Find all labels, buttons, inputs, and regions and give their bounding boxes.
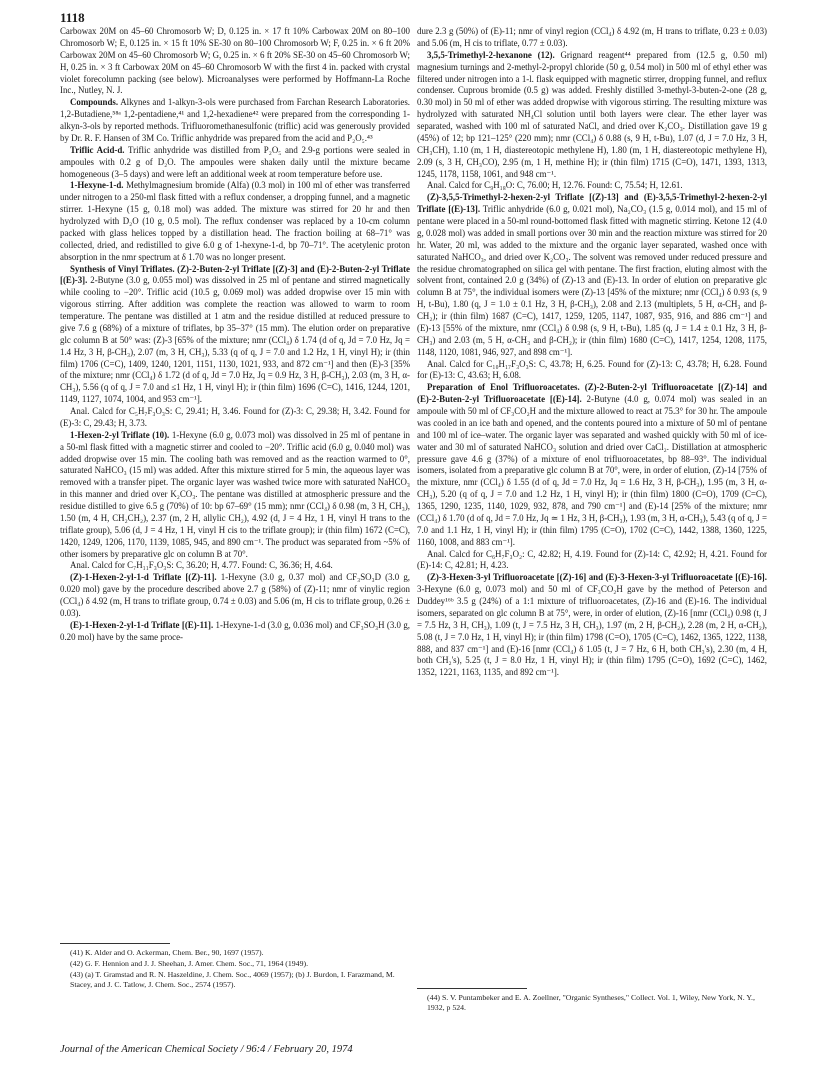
paragraph-text: 1-Hexyne (3.0 g, 0.37 mol) and CF₃SO₃D (3.0 g, 0.020 mol) gave by the procedure described above 2.7 g (58%) of (Z)-11; nmr of vinylic region (CCl₄) δ 4.92 (m, H trans to triflate group, 0.74 ± 0.03) and 5.06 (m, H cis to triflate group, 0.26 ± 0.03). (60, 572, 410, 618)
paragraph (417, 382, 767, 548)
section-heading: (Z)-1-Hexen-2-yl-1-d Triflate [(Z)-11]. (70, 572, 217, 583)
paragraph-text: 3-Hexyne (6.0 g, 0.073 mol) and 50 ml of CF₃CO₂H gave by the method of Peterson and Duddey¹⁶ᵇ 3.5 g (24%) of a 1:1 mixture of trifluoroacetates, (Z)-16 and (E)-16. The individual isomers, separated on glc column B at 75°, were, in order of elution, (Z)-16 [nmr (CCl₄) 0.98 (t, J = 7.5 Hz, 3 H, CH₃), 1.09 (t, J = 7.5 Hz, 3 H, CH₃), 1.97 (m, 2 H, β-CH₂), 2.28 (m, 2 H, α-CH₂), 5.08 (t, J = 7.0 Hz, 1 H, vinyl H); ir (thin film) 1798 (C=O), 1705 (C=C), 1462, 1365, 1222, 1138, 888, and 837 cm⁻¹] and (E)-16 [nmr (CCl₄) δ 1.05 (t, J = 7 Hz, 6 H, both CH₃'s), 2.30 (m, 4 H, both CH₂'s), 5.25 (t, J = 8.0 Hz, 1 H, vinyl H); ir (thin film) 1795 (C=O), 1692 (C=C), 1462, 1352, 1221, 1163, 1135, and 892 cm⁻¹]. (417, 584, 767, 678)
right-column (417, 26, 767, 679)
analysis-paragraph: Anal. Calcd for C₅H₇F₃O₃S: C, 29.41; H, 3.46. Found for (Z)-3: C, 29.38; H, 3.42. Found for (E)-3: C, 29.43; H, 3.73. (60, 406, 410, 428)
section-heading: 1-Hexen-2-yl Triflate (10). (70, 429, 170, 440)
paragraph (60, 430, 410, 561)
left-column (60, 26, 410, 644)
paragraph (417, 572, 767, 679)
paragraph (60, 145, 410, 181)
paragraph-text: Methylmagnesium bromide (Alfa) (0.3 mol) in 100 ml of ether was transferred under nitrogen to a 250-ml flask fitted with a reflux condenser, a dropping funnel, and a magnetic stirrer. 1-Hexyne (15 g, 0.18 mol) was added. The mixture was stirred for 20 hr and then hydrolyzed with D₂O (10 g, 0.5 mol). The reflux condenser was replaced by a 10-cm column packed with glass helices topped by a distillation head. The fraction boiling at 68–71° was collected, dried, and redistilled to give 6.0 g of 1-hexyne-1-d, bp 70–71°. The acetylenic proton absorption in the nmr spectrum at δ 1.70 was no longer present. (60, 180, 410, 262)
paragraph: dure 2.3 g (50%) of (E)-11; nmr of vinyl region (CCl₄) δ 4.92 (m, H trans to triflate, 0.23 ± 0.03) and 5.06 (m, H cis to triflate, 0.77 ± 0.03). (417, 26, 767, 48)
paragraph-text: 2-Butyne (3.0 g, 0.055 mol) was dissolved in 25 ml of pentane and stirred magnetically while cooling to −20°. Triflic acid (10.5 g, 0.069 mol) was added dropwise over 15 min with vigorous stirring. After addition was complete the reaction was allowed to warm to room temperature. The pentane was distilled at 1 atm and the residue distilled at reduced pressure to give 7.6 g (68%) of a mixture of triflates, bp 35–37° (15 mm). The elution order on preparative glc column B at 50° was: (Z)-3 [65% of the mixture; nmr (CCl₄) δ 1.74 (d of q, Jd = 7.0 Hz, Jq = 1.4 Hz, 3 H, β-CH₃), 2.07 (m, 3 H, CH₃), 5.33 (q of q, J = 7.0 and 1.2 Hz, 1 H, vinyl H); ir (thin film) 1706 (C=C), 1409, 1240, 1201, 1151, 1130, 1021, 933, and 872 cm⁻¹] and then (E)-3 [35% of the mixture; nmr (CCl₄) δ 1.72 (d of q, Jd = 7.0 Hz, Jq = 0.9 Hz, 3 H, β-CH₃), 2.03 (m, 3 H, α-CH₃), 5.56 (q of q, J = 7.0 and ≤1 Hz, 1 H, vinyl H); ir (thin film) 1696 (C=C), 1416, 1244, 1201, 1149, 1127, 1074, 1004, and 953 cm⁻¹]. (60, 275, 410, 405)
section-heading: Synthesis of Vinyl Triflates. (Z)-2-Buten-2-yl Triflate [(Z)-3] and (E)-2-Buten-2-yl Triflate [(E)-3]. (60, 263, 410, 286)
analysis-paragraph: Anal. Calcd for C₉H₁₈O: C, 76.00; H, 12.76. Found: C, 75.54; H, 12.61. (427, 180, 683, 191)
paragraph (417, 50, 767, 181)
paragraph (60, 180, 410, 263)
analysis-paragraph: Anal. Calcd for C₇H₁₁F₃O₃S: C, 36.20; H, 4.77. Found: C, 36.36; H, 4.64. (70, 560, 333, 571)
analysis-paragraph: Anal. Calcd for C₁₀H₁₇F₃O₃S: C, 43.78; H, 6.25. Found for (Z)-13: C, 43.78; H, 6.28. Found for (E)-13: C, 43.63; H, 6.08. (417, 358, 767, 381)
section-heading: (Z)-3,5,5-Trimethyl-2-hexen-2-yl Triflate [(Z)-13] and (E)-3,5,5-Trimethyl-2-hexen-2-yl Triflate [(E)-13]. (417, 192, 767, 215)
section-heading: 3,5,5-Trimethyl-2-hexanone (12). (427, 49, 555, 60)
paragraph (60, 264, 410, 407)
footnote-divider (417, 988, 527, 989)
section-heading: Compounds. (70, 97, 119, 108)
section-heading: (E)-1-Hexen-2-yl-1-d Triflate [(E)-11]. (70, 619, 214, 630)
paragraph-text: Triflic anhydride was distilled from P₂O₅ and 2.9-g portions were sealed in ampoules with 0.2 g of D₂O. The ampoules were shaken daily until the mixture became homogeneous (3–5 days) and were left an additional week at room temperature before use. (60, 144, 410, 179)
journal-footer: Journal of the American Chemical Society / 96:4 / February 20, 1974 (60, 1044, 353, 1055)
section-heading: Triflic Acid-d. (70, 144, 125, 155)
footnote: (43) (a) T. Gramstad and R. N. Haszeldine, J. Chem. Soc., 4069 (1957); (b) J. Burdon, I. Farazmand, M. Stacey, and J. C. Tatlow, J. Chem. Soc., 2574 (1957). (70, 970, 395, 990)
paragraph: Carbowax 20M on 45–60 Chromosorb W; D, 0.125 in. × 17 ft 10% Carbowax 20M on 80–100 Chromosorb W; E, 0.125 in. × 15 ft 10% SE-30 on 80–100 Chromosorb W; F, 0.25 in. × 6 ft 20% Carbowax 20M on 45–60 Chromosorb W; G, 0.25 in. × 6 ft 20% SE-30 on 45–60 Chromosorb W; H, 0.25 in. × 3 ft Carbowax 20M on 45–60 Chromosorb W with the first 4 in. packed with crystal violet forecolumn packing (see below). Microanalyses were performed by Hoffmann-La Roche Inc., Nutley, N. J. (60, 26, 410, 96)
footnote: (41) K. Alder and O. Ackerman, Chem. Ber., 90, 1697 (1957). (70, 948, 264, 957)
paragraph (417, 192, 767, 358)
paragraph (60, 97, 410, 145)
paragraph (60, 620, 410, 644)
paragraph-text: Triflic anhydride (6.0 g, 0.021 mol), Na₂CO₃ (1.5 g, 0.014 mol), and 15 ml of pentane were placed in a 50-ml round-bottomed flask fitted with magnetic stirring. Ketone 12 (4.0 g, 0.028 mol) was added in small portions over 30 min and the reaction mixture was stirred for 20 hr. Water, 20 ml, was added to the mixture and the organic layer separated, washed once with saturated NaHCO₃, and dried over K₂CO₃. The solvent was removed under reduced pressure and the residue chromatographed on silica gel with pentane. The first fraction, eluting almost with the solvent front, contained 2.0 g (34%) of (Z)-13 and (E)-13. In order of elution on preparative glc column B at 75°, the individual isomers were (Z)-13 [45% of the mixture; nmr (CCl₄) δ 0.93 (s, 9 H, t-Bu), 1.80 (q, J = 1.0 ± 0.1 Hz, 3 H, β-CH₃), 2.08 and 2.13 (multiplets, 5 H, α-CH₃ and β-CH₂); ir (thin film) 1687 (C=C), 1417, 1259, 1205, 1147, 1087, 935, 916, and 886 cm⁻¹] and (E)-13 [55% of the mixture, nmr (CCl₄) δ 0.98 (s, 9 H, t-Bu), 1.85 (q, J = 1.4 ± 0.1 Hz, 3 H, β-CH₃) and 2.03 (m, 5 H, α-CH₃ and β-CH₂); ir (thin film) 1680 (C=C), 1417, 1254, 1208, 1175, 1148, 1120, 1081, 946, 927, and 898 cm⁻¹]. (417, 204, 767, 357)
section-heading: 1-Hexyne-1-d. (70, 180, 124, 191)
section-heading: (Z)-3-Hexen-3-yl Trifluoroacetate [(Z)-16] and (E)-3-Hexen-3-yl Trifluoroacetate [(E)-16]. (427, 572, 767, 583)
paragraph-text: 2-Butyne (4.0 g, 0.074 mol) was sealed in an ampoule with 50 ml of CF₃CO₂H and the mixture allowed to react at 75.3° for 30 hr. The ampoule was cooled in an ice bath and opened, and the contents poured into a mixture of 50 ml of pentane and 100 ml of ice–water. The organic layer was separated and washed quickly with 50 ml of ice-water and 30 ml of saturated NaHCO₃ solution and dried over CaCl₂. Distillation at atmospheric pressure gave 4.6 g (37%) of a mixture of enol trifluoroacetates, bp 88–93°. The individual isomers, isolated from a preparative glc column B at 70°, were, in order of elution, (Z)-14 [75% of the mixture, nmr (CCl₄) δ 1.55 (d of q, Jd = 7.0 Hz, Jq = 1.6 Hz, 3 H, β-CH₃), 1.95 (m, 3 H, α-CH₃), 5.20 (q of q, J = 7.0 and 1.2 Hz, 1 H, vinyl H); ir (thin film) 1800 (C=O), 1709 (C=C), 1365, 1290, 1235, 1140, 1029, 932, 878, and 790 cm⁻¹] and (E)-14 [25% of the mixture; nmr (CCl₄) δ 1.70 (d of q, Jd = 7.0 Hz, Jq ≃ 1 Hz, 3 H, β-CH₃), 1.93 (m, 3 H, α-CH₃), 5.43 (q of q, J = 7.0 and 1.1 Hz, 1 H, vinyl H); ir (thin film) 1795 (C=O), 1702 (C=C), 1442, 1388, 1360, 1225, 1160, 1008, and 883 cm⁻¹]. (417, 394, 767, 547)
footnote: (44) S. V. Puntambeker and E. A. Zoellner, "Organic Syntheses," Collect. Vol. 1, Wiley, New York, N. Y., 1932, p 524. (427, 993, 755, 1013)
page-number: 1118 (60, 10, 85, 25)
paragraph-text: Grignard reagent⁴⁴ prepared from (12.5 g, 0.50 ml) magnesium turnings and 2-methyl-2-propyl chloride (50 g, 0.54 mol) in 500 ml of ethyl ether was filtered under nitrogen into a 1-l. flask equipped with magnetic stirrer, dropping funnel, and reflux condenser. Cuprous bromide (0.5 g) was added. Freshly distilled 3-methyl-3-buten-2-one (28 g, 0.30 mol) in 50 ml of ether was added dropwise with vigorous stirring. The resulting mixture was hydrolyzed with saturated NH₄Cl solution until both layers were clear. The ether layer was separated, washed with 100 ml of saturated NaCl, and dried over K₂CO₃. Distillation gave 19 g (45%) of 12; bp 121–125° (220 mm); nmr (CCl₄) δ 0.88 (s, 9 H, t-Bu), 1.07 (d, J = 7.0 Hz, 3 H, CH₃CH), 1.10 (m, 1 H, diastereotopic methylene H), 1.80 (m, 1 H, diastereotopic methylene H), 2.09 (s, 3 H, CH₃CO), 2.95 (m, 1 H, methine H); ir (thin film) 1715 (C=O), 1471, 1393, 1313, 1245, 1178, 1158, 1061, and 948 cm⁻¹. (417, 49, 767, 179)
footnotes-left (60, 948, 410, 992)
footnotes-right (417, 993, 767, 1014)
footnote: (42) G. F. Hennion and J. J. Sheehan, J. Amer. Chem. Soc., 71, 1964 (1949). (70, 959, 309, 969)
paragraph-text: Alkynes and 1-alkyn-3-ols were purchased from Farchan Research Laboratories. 1,2-Butadiene,⁵⁸ᵃ 1,2-pentadiene,⁴¹ and 1,2-hexadiene⁴² were prepared from the corresponding 1-alkyn-3-ols by reported methods. Trifluoromethanesulfonic (triflic) acid was generously provided by Dr. R. F. Hansen of 3M Co. Triflic anhydride was prepared from the acid and P₂O₅.⁴³ (60, 97, 410, 143)
analysis-paragraph: Anal. Calcd for C₆H₇F₃O₂: C, 42.82; H, 4.19. Found for (Z)-14: C, 42.92; H, 4.21. Found for (E)-14: C, 42.81; H, 4.23. (417, 548, 767, 571)
footnote-divider (60, 943, 170, 944)
paragraph-text: 1-Hexyne (6.0 g, 0.073 mol) was dissolved in 25 ml of pentane in a 50-ml flask fitted with a magnetic stirrer and cooled to −20°. Triflic acid (6.0 g, 0.040 mol) was added dropwise over 15 min. The cooling bath was removed and as the reaction warmed to 0°, saturated NaHCO₃ (15 ml) was added. After this mixture stirred for 5 min, the aqueous layer was removed with a transfer pipet. The organic layer was washed twice more with saturated NaHCO₃ in this manner and dried over K₂CO₃. The pentane was distilled at atmospheric pressure and the residue distilled to give 6.5 g (70%) of 10: bp 67–69° (15 mm); nmr (CCl₄) δ 0.98 (m, 3 H, CH₃), 1.50 (m, 4 H, CH₂CH₂), 2.37 (m, 2 H, allylic CH₂), 4.92 (d, J = 4 Hz, 1 H, vinyl H trans to the triflate group), 5.06 (d, J = 4 Hz, 1 H, vinyl H cis to the triflate group); ir (thin film) 1672 (C=C), 1420, 1249, 1206, 1170, 1139, 1085, 945, and 890 cm⁻¹. The product was separated from ~5% of other isomers by preparative glc on column B at 70°. (60, 429, 410, 559)
paragraph-text: 1-Hexyne-1-d (3.0 g, 0.036 mol) and CF₃SO₃H (3.0 g, 0.20 mol) have by the same proce- (60, 619, 410, 642)
paragraph (60, 572, 410, 620)
section-heading: Preparation of Enol Trifluoroacetates. (Z)-2-Buten-2-yl Trifluoroacetate [(Z)-14] and (E)-2-Buten-2-yl Trifluoroacetate [(E)-14]. (417, 382, 767, 405)
